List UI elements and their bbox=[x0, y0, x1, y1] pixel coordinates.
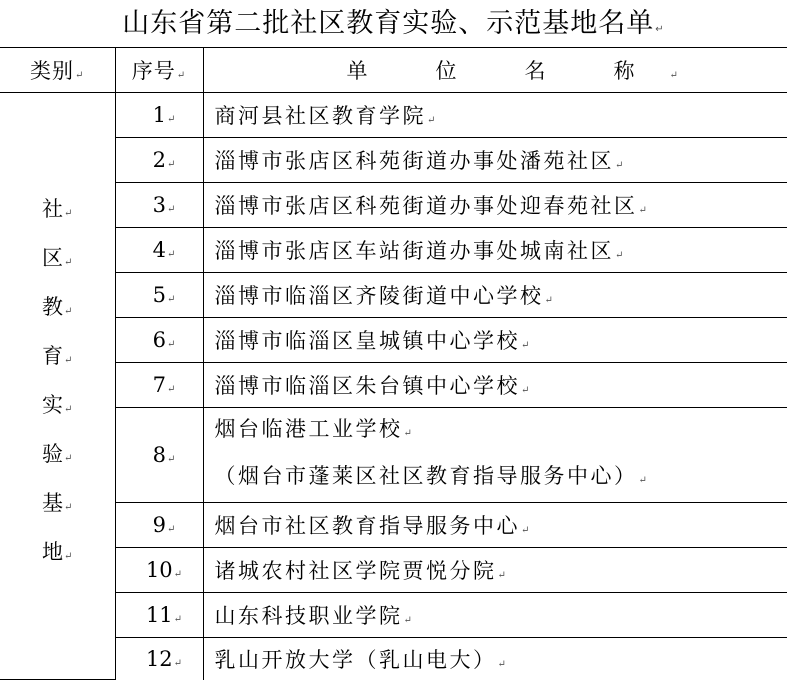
paragraph-mark-icon: ↵ bbox=[639, 475, 650, 486]
header-category-label: 类别 bbox=[30, 59, 74, 83]
paragraph-mark-icon: ↵ bbox=[64, 306, 72, 317]
roster-table bbox=[0, 47, 787, 680]
paragraph-mark-icon: ↵ bbox=[167, 524, 175, 535]
document-title bbox=[0, 4, 787, 44]
paragraph-mark-icon: ↵ bbox=[498, 570, 509, 581]
paragraph-mark-icon: ↵ bbox=[174, 569, 182, 580]
category-char: 育↵ bbox=[42, 334, 72, 383]
unit-name: 淄博市临淄区齐陵街道中心学校↵ bbox=[203, 273, 787, 318]
table-header-row bbox=[0, 48, 787, 93]
table-row bbox=[0, 138, 787, 183]
unit-name: 山东科技职业学院↵ bbox=[203, 593, 787, 638]
header-unit-name bbox=[203, 48, 787, 93]
header-unit-char: 称 bbox=[614, 55, 635, 85]
category-char: 验↵ bbox=[42, 432, 72, 481]
paragraph-mark-icon: ↵ bbox=[167, 159, 175, 170]
row-number: 8↵ bbox=[115, 408, 203, 503]
table-row bbox=[0, 273, 787, 318]
unit-name: 淄博市临淄区皇城镇中心学校↵ bbox=[203, 318, 787, 363]
table-row bbox=[0, 593, 787, 638]
paragraph-mark-icon: ↵ bbox=[174, 614, 182, 625]
paragraph-mark-icon: ↵ bbox=[615, 250, 626, 261]
table-row bbox=[0, 93, 787, 138]
row-number: 7↵ bbox=[115, 363, 203, 408]
unit-name: 淄博市张店区科苑街道办事处迎春苑社区↵ bbox=[203, 183, 787, 228]
paragraph-mark-icon: ↵ bbox=[64, 502, 72, 513]
paragraph-mark-icon: ↵ bbox=[521, 385, 532, 396]
category-char: 教↵ bbox=[42, 285, 72, 334]
row-number: 3↵ bbox=[115, 183, 203, 228]
paragraph-mark-icon: ↵ bbox=[670, 70, 678, 81]
row-number: 4↵ bbox=[115, 228, 203, 273]
paragraph-mark-icon: ↵ bbox=[615, 160, 626, 171]
paragraph-mark-icon: ↵ bbox=[167, 114, 175, 125]
paragraph-mark-icon: ↵ bbox=[174, 658, 182, 669]
roster-table-body bbox=[0, 48, 787, 680]
unit-name: 淄博市临淄区朱台镇中心学校↵ bbox=[203, 363, 787, 408]
row-number: 6↵ bbox=[115, 318, 203, 363]
table-row bbox=[0, 408, 787, 503]
paragraph-mark-icon: ↵ bbox=[521, 340, 532, 351]
unit-name: 商河县社区教育学院↵ bbox=[203, 93, 787, 138]
row-number: 9↵ bbox=[115, 503, 203, 548]
category-char: 区↵ bbox=[42, 236, 72, 285]
header-unit-char: 单 bbox=[347, 55, 368, 85]
category-char: 社↵ bbox=[42, 187, 72, 236]
header-number bbox=[115, 48, 203, 93]
row-number: 10↵ bbox=[115, 548, 203, 593]
row-number: 1↵ bbox=[115, 93, 203, 138]
paragraph-mark-icon: ↵ bbox=[75, 70, 84, 81]
paragraph-mark-icon: ↵ bbox=[64, 355, 72, 366]
category-label-vertical bbox=[42, 187, 72, 579]
unit-name: 乳山开放大学（乳山电大）↵ bbox=[203, 638, 787, 680]
category-char: 地↵ bbox=[42, 530, 72, 579]
header-unit-char: 位 bbox=[436, 55, 457, 85]
unit-name: 诸城农村社区学院贾悦分院↵ bbox=[203, 548, 787, 593]
header-unit-char: 名 bbox=[525, 55, 546, 85]
unit-name-line: 烟台临港工业学校↵ bbox=[215, 408, 787, 455]
category-cell bbox=[0, 93, 115, 680]
table-row bbox=[0, 548, 787, 593]
paragraph-mark-icon: ↵ bbox=[177, 70, 186, 81]
row-number: 12↵ bbox=[115, 638, 203, 680]
paragraph-mark-icon: ↵ bbox=[404, 615, 415, 626]
table-row bbox=[0, 183, 787, 228]
paragraph-mark-icon: ↵ bbox=[404, 428, 415, 439]
paragraph-mark-icon: ↵ bbox=[167, 204, 175, 215]
table-row bbox=[0, 638, 787, 680]
paragraph-mark-icon: ↵ bbox=[545, 295, 556, 306]
table-row bbox=[0, 228, 787, 273]
paragraph-mark-icon: ↵ bbox=[521, 525, 532, 536]
header-category bbox=[0, 48, 115, 93]
category-char: 实↵ bbox=[42, 383, 72, 432]
row-number: 11↵ bbox=[115, 593, 203, 638]
row-number: 5↵ bbox=[115, 273, 203, 318]
paragraph-mark-icon: ↵ bbox=[498, 659, 509, 670]
row-number: 2↵ bbox=[115, 138, 203, 183]
unit-name bbox=[203, 408, 787, 503]
category-char: 基↵ bbox=[42, 481, 72, 530]
paragraph-mark-icon: ↵ bbox=[64, 208, 72, 219]
paragraph-mark-icon: ↵ bbox=[167, 249, 175, 260]
paragraph-mark-icon: ↵ bbox=[167, 454, 175, 465]
table-row bbox=[0, 503, 787, 548]
paragraph-mark-icon: ↵ bbox=[167, 384, 175, 395]
paragraph-mark-icon: ↵ bbox=[655, 24, 664, 35]
paragraph-mark-icon: ↵ bbox=[167, 294, 175, 305]
table-row bbox=[0, 318, 787, 363]
unit-name: 烟台市社区教育指导服务中心↵ bbox=[203, 503, 787, 548]
paragraph-mark-icon: ↵ bbox=[167, 339, 175, 350]
unit-name: 淄博市张店区科苑街道办事处潘苑社区↵ bbox=[203, 138, 787, 183]
unit-name: 淄博市张店区车站街道办事处城南社区↵ bbox=[203, 228, 787, 273]
paragraph-mark-icon: ↵ bbox=[64, 453, 72, 464]
paragraph-mark-icon: ↵ bbox=[64, 257, 72, 268]
paragraph-mark-icon: ↵ bbox=[64, 551, 72, 562]
paragraph-mark-icon: ↵ bbox=[64, 404, 72, 415]
title-text: 山东省第二批社区教育实验、示范基地名单 bbox=[122, 8, 654, 39]
paragraph-mark-icon: ↵ bbox=[427, 115, 438, 126]
unit-name-line: （烟台市蓬莱区社区教育指导服务中心）↵ bbox=[215, 455, 787, 502]
paragraph-mark-icon: ↵ bbox=[639, 205, 650, 216]
header-number-label: 序号 bbox=[132, 59, 176, 83]
table-row bbox=[0, 363, 787, 408]
